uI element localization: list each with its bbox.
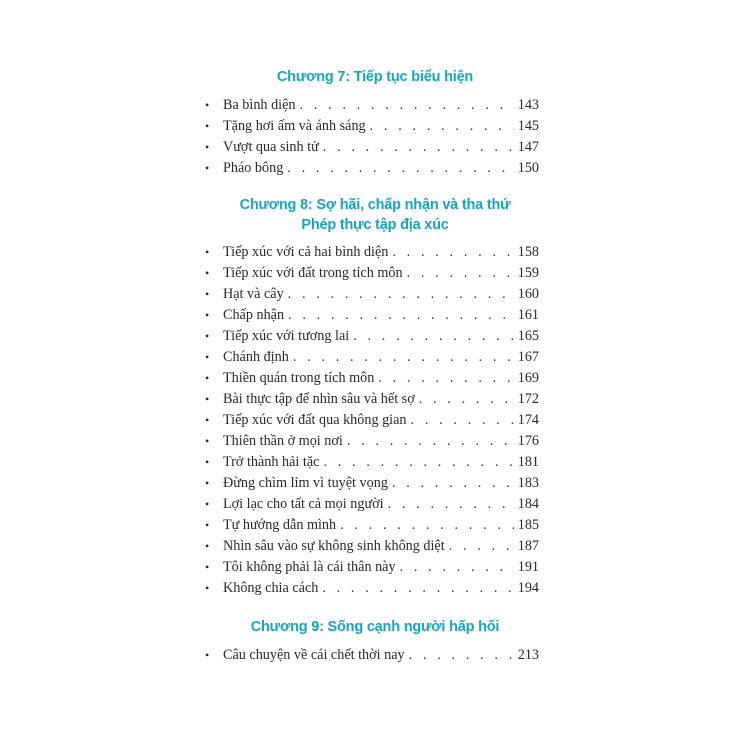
toc-entry-page: 191: [517, 559, 539, 575]
toc-entry-page: 169: [517, 370, 539, 386]
toc-entry-title: Tôi không phải là cái thân này: [223, 559, 396, 575]
toc-entry-title: Chấp nhận: [223, 307, 285, 323]
bullet-icon: •: [205, 497, 210, 511]
dot-leader: [400, 557, 514, 578]
toc-entry[interactable]: [205, 95, 539, 116]
dot-leader: [347, 431, 514, 452]
toc-entry-title: Nhìn sâu vào sự không sinh không diệt: [223, 538, 445, 554]
toc-entry-page: 147: [517, 139, 539, 155]
toc-entry-title: Trở thành hải tặc: [223, 454, 320, 470]
dot-leader: [287, 158, 513, 179]
toc-entry-page: 184: [517, 496, 539, 512]
toc-entry-page: 174: [517, 412, 539, 428]
dot-leader: [288, 284, 514, 305]
toc-entry[interactable]: [205, 368, 539, 389]
toc-entry-page: 161: [517, 307, 539, 323]
dot-leader: [392, 242, 513, 263]
toc-entry-title: Hạt và cây: [223, 286, 284, 302]
toc-entry-title: Ba bình diện: [223, 97, 296, 113]
toc-entry[interactable]: [205, 452, 539, 473]
dot-leader: [392, 473, 514, 494]
toc-entry-page: 183: [517, 475, 539, 491]
toc-entry-title: Vượt qua sinh tử: [223, 139, 319, 155]
bullet-icon: •: [205, 245, 210, 259]
chapter-heading-line: Phép thực tập địa xúc: [301, 217, 449, 233]
toc-entry-page: 172: [517, 391, 539, 407]
toc-entry-title: Tự hướng dẫn mình: [223, 517, 337, 533]
toc-entry[interactable]: [205, 116, 539, 137]
chapter-heading-line: Chương 8: Sợ hãi, chấp nhận và tha thứ: [239, 197, 511, 213]
toc-entry[interactable]: [205, 578, 539, 599]
dot-leader: [323, 137, 514, 158]
toc-entry[interactable]: [205, 536, 539, 557]
dot-leader: [300, 95, 514, 116]
toc-entry-title: Tiếp xúc với đất qua không gian: [223, 412, 407, 428]
bullet-icon: •: [205, 434, 210, 448]
toc-entry[interactable]: [205, 284, 539, 305]
toc-entry[interactable]: [205, 326, 539, 347]
dot-leader: [288, 305, 514, 326]
toc-entry-page: 159: [517, 265, 539, 281]
toc-entry-page: 194: [517, 580, 539, 596]
chapter-heading: [200, 195, 550, 235]
toc-entry[interactable]: [205, 410, 539, 431]
dot-leader: [409, 645, 514, 666]
dot-leader: [370, 116, 514, 137]
toc-entry[interactable]: [205, 473, 539, 494]
toc-entry[interactable]: [205, 347, 539, 368]
toc-entry-title: Tiếp xúc với cả hai bình diện: [223, 244, 389, 260]
bullet-icon: •: [205, 329, 210, 343]
toc-entry-title: Câu chuyện về cái chết thời nay: [223, 647, 405, 663]
bullet-icon: •: [205, 161, 210, 175]
bullet-icon: •: [205, 119, 210, 133]
toc-entry-page: 213: [517, 647, 539, 663]
dot-leader: [411, 410, 514, 431]
toc-entry-title: Lợi lạc cho tất cả mọi người: [223, 496, 384, 512]
toc-entry-page: 187: [517, 538, 539, 554]
chapter-heading: [200, 67, 550, 87]
bullet-icon: •: [205, 350, 210, 364]
bullet-icon: •: [205, 98, 210, 112]
bullet-icon: •: [205, 455, 210, 469]
toc-entry-title: Tặng hơi ấm và ánh sáng: [223, 118, 366, 134]
bullet-icon: •: [205, 140, 210, 154]
dot-leader: [353, 326, 514, 347]
toc-entry-page: 181: [517, 454, 539, 470]
toc-entry-page: 185: [517, 517, 539, 533]
toc-entry[interactable]: [205, 137, 539, 158]
dot-leader: [323, 452, 513, 473]
toc-entry-title: Thiên thần ở mọi nơi: [223, 433, 343, 449]
toc-entry[interactable]: [205, 305, 539, 326]
toc-entry-page: 160: [517, 286, 539, 302]
toc-entry-title: Bài thực tập để nhìn sâu và hết sợ: [223, 391, 415, 407]
toc-entry-title: Đừng chìm lỉm vì tuyệt vọng: [223, 475, 388, 491]
chapter-heading-line: Chương 7: Tiếp tục biểu hiện: [276, 69, 474, 85]
toc-entry-page: 176: [517, 433, 539, 449]
toc-entry[interactable]: [205, 263, 539, 284]
toc-entry[interactable]: [205, 158, 539, 179]
toc-entry-title: Không chia cách: [223, 580, 319, 596]
toc-entry[interactable]: [205, 494, 539, 515]
toc-entry-page: 143: [517, 97, 539, 113]
bullet-icon: •: [205, 539, 210, 553]
bullet-icon: •: [205, 476, 210, 490]
bullet-icon: •: [205, 413, 210, 427]
toc-entry[interactable]: [205, 389, 539, 410]
dot-leader: [407, 263, 514, 284]
toc-entry-title: Thiền quán trong tích môn: [223, 370, 375, 386]
chapter-heading: [200, 617, 550, 637]
toc-entry-title: Tiếp xúc với tương lai: [223, 328, 350, 344]
toc-entry[interactable]: [205, 431, 539, 452]
toc-entry-page: 165: [517, 328, 539, 344]
bullet-icon: •: [205, 266, 210, 280]
toc-entry-page: 150: [517, 160, 539, 176]
dot-leader: [419, 389, 514, 410]
toc-entry-title: Tiếp xúc với đất trong tích môn: [223, 265, 403, 281]
bullet-icon: •: [205, 392, 210, 406]
toc-entry-page: 158: [517, 244, 539, 260]
dot-leader: [340, 515, 514, 536]
dot-leader: [449, 536, 514, 557]
bullet-icon: •: [205, 371, 210, 385]
bullet-icon: •: [205, 287, 210, 301]
dot-leader: [293, 347, 514, 368]
toc-entry[interactable]: [205, 515, 539, 536]
dot-leader: [388, 494, 514, 515]
toc-entry[interactable]: [205, 645, 539, 666]
bullet-icon: •: [205, 648, 210, 662]
bullet-icon: •: [205, 581, 210, 595]
dot-leader: [378, 368, 513, 389]
dot-leader: [322, 578, 513, 599]
toc-entry-title: Pháo bông: [223, 160, 284, 176]
bullet-icon: •: [205, 308, 210, 322]
toc-entry-title: Chánh định: [223, 349, 289, 365]
bullet-icon: •: [205, 518, 210, 532]
toc-entry-page: 167: [517, 349, 539, 365]
bullet-icon: •: [205, 560, 210, 574]
toc-entry[interactable]: [205, 242, 539, 263]
toc-entry[interactable]: [205, 557, 539, 578]
toc-entry-page: 145: [517, 118, 539, 134]
chapter-heading-line: Chương 9: Sống cạnh người hấp hối: [250, 619, 500, 635]
